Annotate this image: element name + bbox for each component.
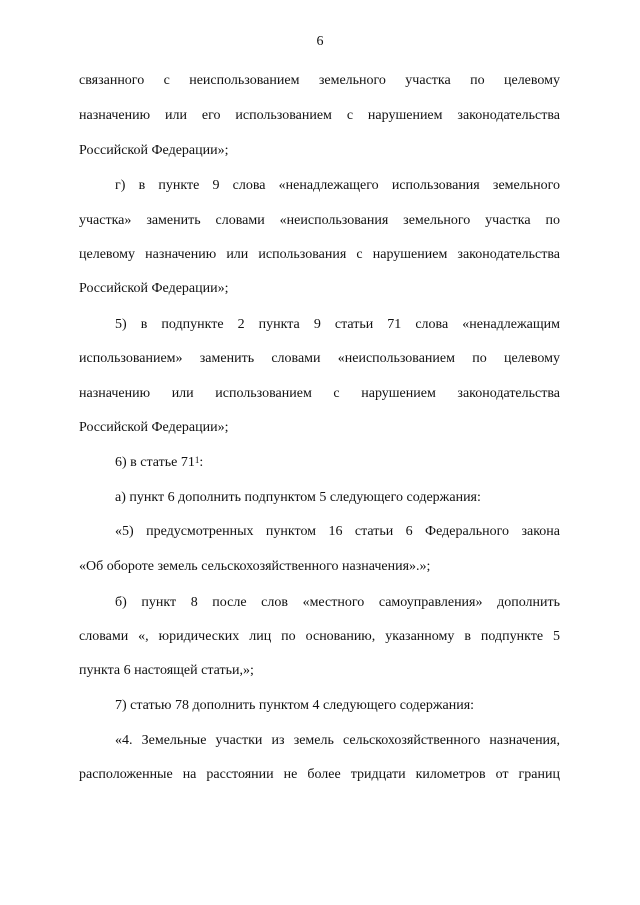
superscript: 1 <box>194 455 200 465</box>
text-line: «Об обороте земель сельскохозяйственного назначения».»; <box>79 559 431 574</box>
text-line: Российской Федерации»; <box>79 281 229 296</box>
text-line: Российской Федерации»; <box>79 143 229 158</box>
text-line: использованием» заменить словами «неиспользованием по целевому <box>79 351 560 366</box>
text-line: расположенные на расстоянии не более тридцати километров от границ <box>79 767 560 782</box>
text-line <box>115 454 560 472</box>
text-line: 7) статью 78 дополнить пунктом 4 следующего содержания: <box>115 698 475 713</box>
page-number: 6 <box>316 34 324 49</box>
text-line: «4. Земельные участки из земель сельскохозяйственного назначения, <box>115 733 560 748</box>
text-line: Российской Федерации»; <box>79 420 229 435</box>
text-line: б) пункт 8 после слов «местного самоуправления» дополнить <box>115 595 560 610</box>
text-line: г) в пункте 9 слова «ненадлежащего использования земельного <box>115 178 560 193</box>
text-line: назначению или его использованием с нарушением законодательства <box>79 108 560 123</box>
text-line: назначению или использованием с нарушением законодательства <box>79 386 560 401</box>
text-line: целевому назначению или использования с нарушением законодательства <box>79 247 560 262</box>
text-fragment: 6) в статье 71 <box>115 455 195 470</box>
text-line: пункта 6 настоящей статьи,»; <box>79 663 254 678</box>
text-line: 5) в подпункте 2 пункта 9 статьи 71 слова «ненадлежащим <box>115 317 560 332</box>
text-line: а) пункт 6 дополнить подпунктом 5 следующего содержания: <box>115 490 481 505</box>
text-fragment: : <box>199 455 204 470</box>
text-line: участка» заменить словами «неиспользования земельного участка по <box>79 213 560 228</box>
text-line: «5) предусмотренных пунктом 16 статьи 6 Федерального закона <box>115 524 560 539</box>
text-line: словами «, юридических лиц по основанию, указанному в подпункте 5 <box>79 629 560 644</box>
text-line: связанного с неиспользованием земельного участка по целевому <box>79 73 560 88</box>
